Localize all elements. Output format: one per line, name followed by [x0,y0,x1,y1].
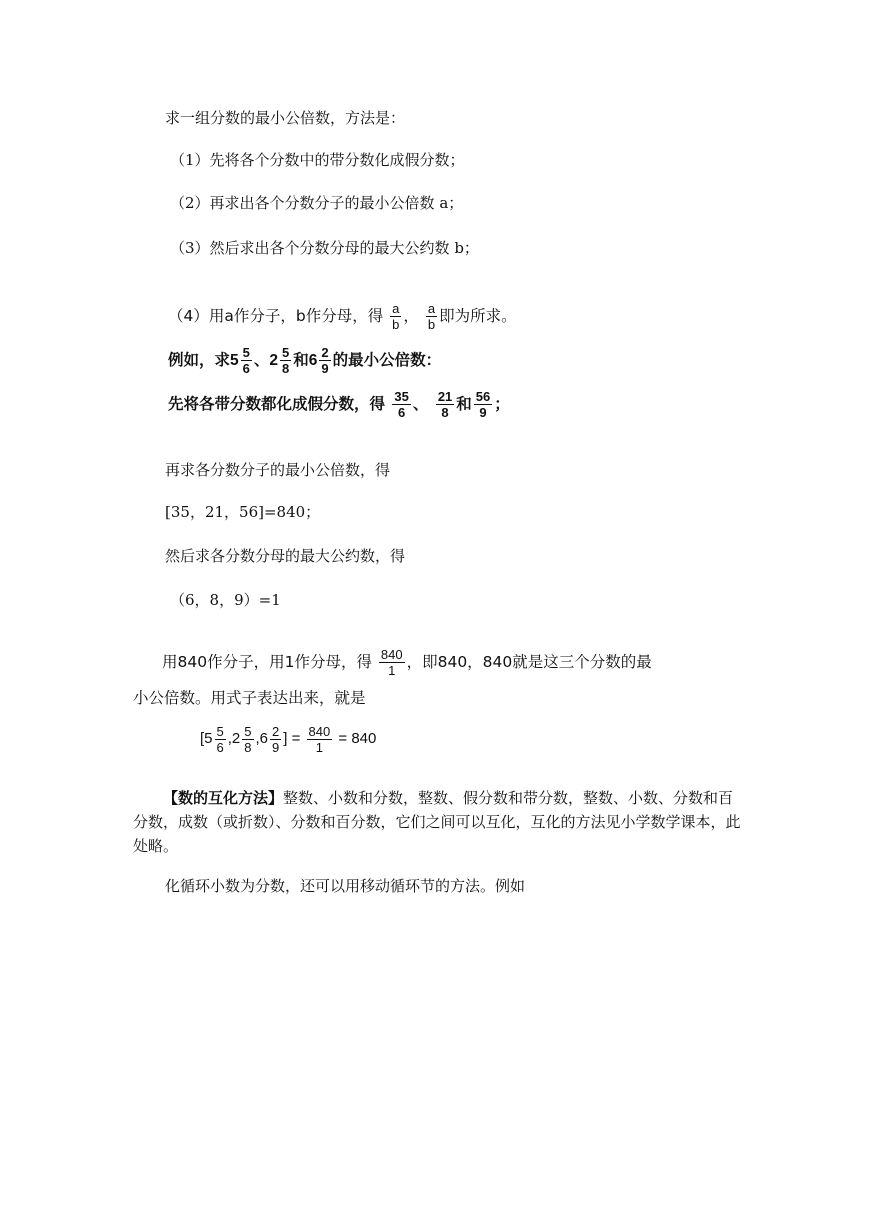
step-2: （2）再求出各个分数分子的最小公倍数 a； [170,194,464,212]
formula-frac-5-6: $\frac{5}{6}$ [216,723,224,755]
lcm-formula: [5 $\frac{5}{6}$ ,2 $\frac{5}{8}$ ,6 $\frac{2}{9}$ ] = $\frac{840}{1}$ = 840 [200,723,377,755]
mixed-number-2-5-8: $\frac{5}{8}$ [282,345,290,376]
conclusion-line-1: 用840作分子，用1作分母，得 $\frac{840}{1}$ ，即840，840就是这三个分数的最 [162,647,652,678]
mixed-number-6-2-9: $\frac{2}{9}$ [321,345,329,376]
mixed-number-5-5-6: $\frac{5}{6}$ [242,345,250,376]
step-4: （4）用a作分子，b作分母，得 $\frac{a}{b}$ ， $\frac{a}{b}$ 即为所求。 [168,301,517,332]
step-4-prefix: （4）用a作分子，b作分母，得 [168,307,384,325]
conversion-body: 整数、小数和分数，整数、假分数和带分数，整数、小数、分数和百分数，成数（或折数）、分数和百分数，它们之间可以互化，互化的方法见小学数学课本，此处略。 [133,789,741,855]
step-3: （3）然后求出各个分数分母的最大公约数 b； [170,239,479,257]
lcm-result: [35，21，56]=840； [165,503,321,521]
fraction-a-over-b: $\frac{a}{b}$ [392,301,400,332]
fraction-21-8: $\frac{21}{8}$ [437,389,453,420]
step-4-suffix: 即为所求。 [439,307,517,325]
step-1: （1）先将各个分数中的带分数化成假分数； [170,151,465,169]
convert-line: 先将各带分数都化成假分数，得 $\frac{35}{6}$ 、 $\frac{21}{8}$ 和 $\frac{56}{9}$ ； [168,389,510,420]
lcm-text: 再求各分数分子的最小公倍数，得 [165,461,391,479]
last-line: 化循环小数为分数，还可以用移动循环节的方法。例如 [165,877,526,895]
fraction-35-6: $\frac{35}{6}$ [394,389,409,420]
formula-frac-2-9: $\frac{2}{9}$ [272,723,280,755]
gcd-result: （6，8，9）=1 [170,591,281,609]
fraction-a-over-b-2: $\frac{a}{b}$ [427,301,436,332]
formula-frac-840-1: $\frac{840}{1}$ [308,723,331,755]
formula-frac-5-8: $\frac{5}{8}$ [244,723,252,755]
conversion-heading: 【数的互化方法】 [163,789,284,807]
conversion-paragraph [133,786,745,858]
fraction-56-9: $\frac{56}{9}$ [475,389,491,420]
example-line: 例如，求5 $\frac{5}{6}$ 、2 $\frac{5}{8}$ 和6 $\frac{2}{9}$ 的最小公倍数： [168,345,442,376]
gcd-text: 然后求各分数分母的最大公约数，得 [165,547,406,565]
conclusion-line-2: 小公倍数。用式子表达出来，就是 [133,689,366,707]
fraction-840-1: $\frac{840}{1}$ [380,647,403,678]
intro-text: 求一组分数的最小公倍数，方法是： [165,109,406,127]
